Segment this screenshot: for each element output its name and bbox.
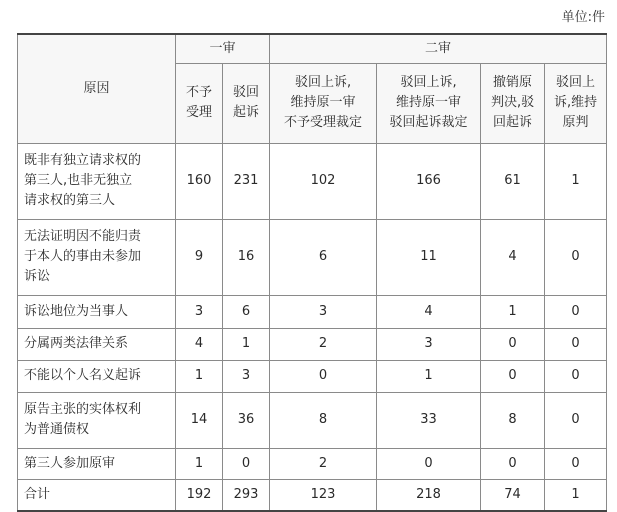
cell-value: 192 [176,479,223,511]
cell-value: 1 [377,360,481,392]
cell-value: 14 [176,392,223,448]
cell-value: 4 [377,295,481,328]
cell-value: 3 [270,295,377,328]
cell-value: 8 [481,392,545,448]
row-reason: 合计 [18,479,176,511]
col-header-revoked-dismissed: 撤销原 判决,驳 回起诉 [481,63,545,143]
table-row [18,328,607,360]
first-instance-header: 一审 [176,34,270,63]
cell-value: 0 [545,448,607,479]
cell-value: 4 [481,219,545,295]
table-row [18,392,607,448]
unit-label: 单位:件 [561,10,605,25]
cell-value: 0 [545,219,607,295]
row-reason: 原告主张的实体权利 为普通债权 [18,392,176,448]
table-row [18,295,607,328]
statistics-table [17,33,607,512]
cell-value: 1 [176,448,223,479]
cell-value: 0 [481,360,545,392]
cell-value: 1 [223,328,270,360]
col-header-upheld-not-accepted: 驳回上诉, 维持原一审 不予受理裁定 [270,63,377,143]
row-reason: 既非有独立请求权的 第三人,也非无独立 请求权的第三人 [18,143,176,219]
table-row [18,143,607,219]
cell-value: 6 [270,219,377,295]
cell-value: 160 [176,143,223,219]
cell-value: 16 [223,219,270,295]
cell-value: 0 [545,360,607,392]
cell-value: 102 [270,143,377,219]
table-row [18,360,607,392]
cell-value: 36 [223,392,270,448]
cell-value: 1 [481,295,545,328]
row-reason: 诉讼地位为当事人 [18,295,176,328]
cell-value: 8 [270,392,377,448]
cell-value: 231 [223,143,270,219]
cell-value: 123 [270,479,377,511]
cell-value: 74 [481,479,545,511]
cell-value: 0 [481,328,545,360]
cell-value: 0 [270,360,377,392]
cell-value: 0 [545,295,607,328]
cell-value: 293 [223,479,270,511]
cell-value: 218 [377,479,481,511]
table-row [18,219,607,295]
col-header-upheld-dismissal: 驳回上诉, 维持原一审 驳回起诉裁定 [377,63,481,143]
cell-value: 4 [176,328,223,360]
cell-value: 2 [270,328,377,360]
cell-value: 2 [270,448,377,479]
cell-value: 1 [545,143,607,219]
reason-header: 原因 [18,34,176,143]
row-reason: 分属两类法律关系 [18,328,176,360]
cell-value: 1 [176,360,223,392]
cell-value: 3 [377,328,481,360]
cell-value: 6 [223,295,270,328]
cell-value: 166 [377,143,481,219]
cell-value: 0 [545,392,607,448]
cell-value: 61 [481,143,545,219]
col-header-dismissed: 驳回 起诉 [223,63,270,143]
row-reason: 无法证明因不能归责 于本人的事由未参加 诉讼 [18,219,176,295]
cell-value: 0 [223,448,270,479]
cell-value: 1 [545,479,607,511]
row-reason: 不能以个人名义起诉 [18,360,176,392]
cell-value: 0 [377,448,481,479]
cell-value: 11 [377,219,481,295]
table-row-total [18,479,607,511]
cell-value: 0 [481,448,545,479]
row-reason: 第三人参加原审 [18,448,176,479]
col-header-not-accepted: 不予 受理 [176,63,223,143]
cell-value: 9 [176,219,223,295]
col-header-upheld-original: 驳回上 诉,维持 原判 [545,63,607,143]
cell-value: 3 [176,295,223,328]
cell-value: 33 [377,392,481,448]
table-row [18,448,607,479]
cell-value: 3 [223,360,270,392]
cell-value: 0 [545,328,607,360]
second-instance-header: 二审 [270,34,607,63]
